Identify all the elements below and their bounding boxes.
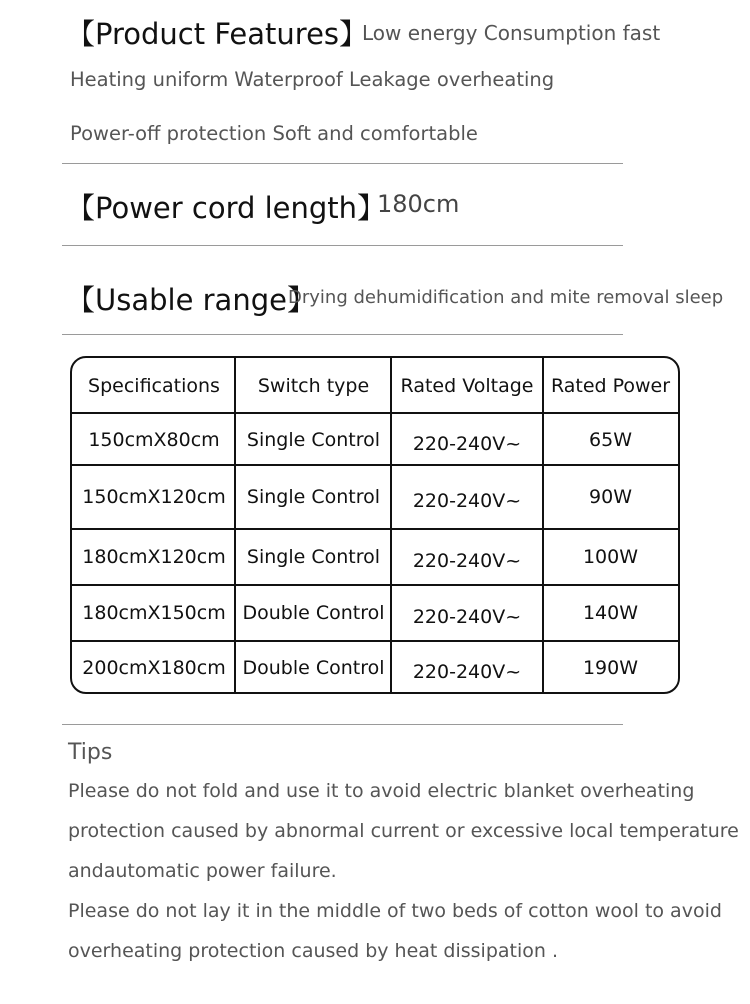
cell-rated-voltage: 220-240V~ <box>412 550 522 572</box>
table-header-row <box>72 358 678 414</box>
divider <box>62 163 623 164</box>
cell-switch-type: Double Control <box>242 657 385 679</box>
table-row <box>72 466 678 528</box>
cell-rated-power: 65W <box>589 429 632 451</box>
header-switch-type: Switch type <box>257 375 370 397</box>
cell-rated-voltage: 220-240V~ <box>412 606 522 628</box>
specifications-table <box>70 356 680 694</box>
usable-range-title: 【Usable range】 <box>66 283 316 317</box>
table-row <box>72 414 678 466</box>
cell-specification: 150cmX120cm <box>82 486 226 508</box>
header-specifications: Specifications <box>88 375 220 397</box>
product-features-line-2: Heating uniform Waterproof Leakage overheating <box>70 68 555 91</box>
header-rated-voltage: Rated Voltage <box>400 375 534 397</box>
product-features-line-3: Power-off protection Soft and comfortable <box>70 122 478 145</box>
cell-rated-power: 100W <box>582 546 639 568</box>
cell-specification: 150cmX80cm <box>88 429 220 451</box>
product-features-line-1: Low energy Consumption fast <box>362 21 661 45</box>
divider <box>62 245 623 246</box>
tips-line: Please do not lay it in the middle of two beds of cotton wool to avoid <box>68 900 722 922</box>
product-features-title: 【Product Features】 <box>66 17 369 51</box>
tips-title: Tips <box>68 740 113 765</box>
cell-switch-type: Double Control <box>242 602 385 624</box>
cell-specification: 180cmX150cm <box>82 602 226 624</box>
table-row <box>72 642 678 694</box>
cell-rated-voltage: 220-240V~ <box>412 490 522 512</box>
cell-specification: 200cmX180cm <box>82 657 226 679</box>
cell-rated-power: 140W <box>582 602 639 624</box>
cell-rated-voltage: 220-240V~ <box>412 433 522 455</box>
cell-switch-type: Single Control <box>246 486 381 508</box>
cell-switch-type: Single Control <box>246 429 381 451</box>
header-rated-power: Rated Power <box>550 375 671 397</box>
divider <box>62 334 623 335</box>
tips-line: Please do not fold and use it to avoid electric blanket overheating <box>68 780 695 802</box>
cell-rated-power: 90W <box>589 486 632 508</box>
cell-rated-voltage: 220-240V~ <box>412 661 522 683</box>
table-row <box>72 586 678 640</box>
tips-line: andautomatic power failure. <box>68 860 337 882</box>
table-row <box>72 530 678 584</box>
usable-range-value: Drying dehumidification and mite removal sleep <box>288 287 724 308</box>
tips-line: overheating protection caused by heat dissipation . <box>68 940 559 962</box>
tips-line: protection caused by abnormal current or excessive local temperature <box>68 820 739 842</box>
cell-switch-type: Single Control <box>246 546 381 568</box>
cell-rated-power: 190W <box>582 657 639 679</box>
power-cord-value: 180cm <box>377 190 460 218</box>
cell-specification: 180cmX120cm <box>82 546 226 568</box>
divider <box>62 724 623 725</box>
power-cord-title: 【Power cord length】 <box>66 191 387 225</box>
